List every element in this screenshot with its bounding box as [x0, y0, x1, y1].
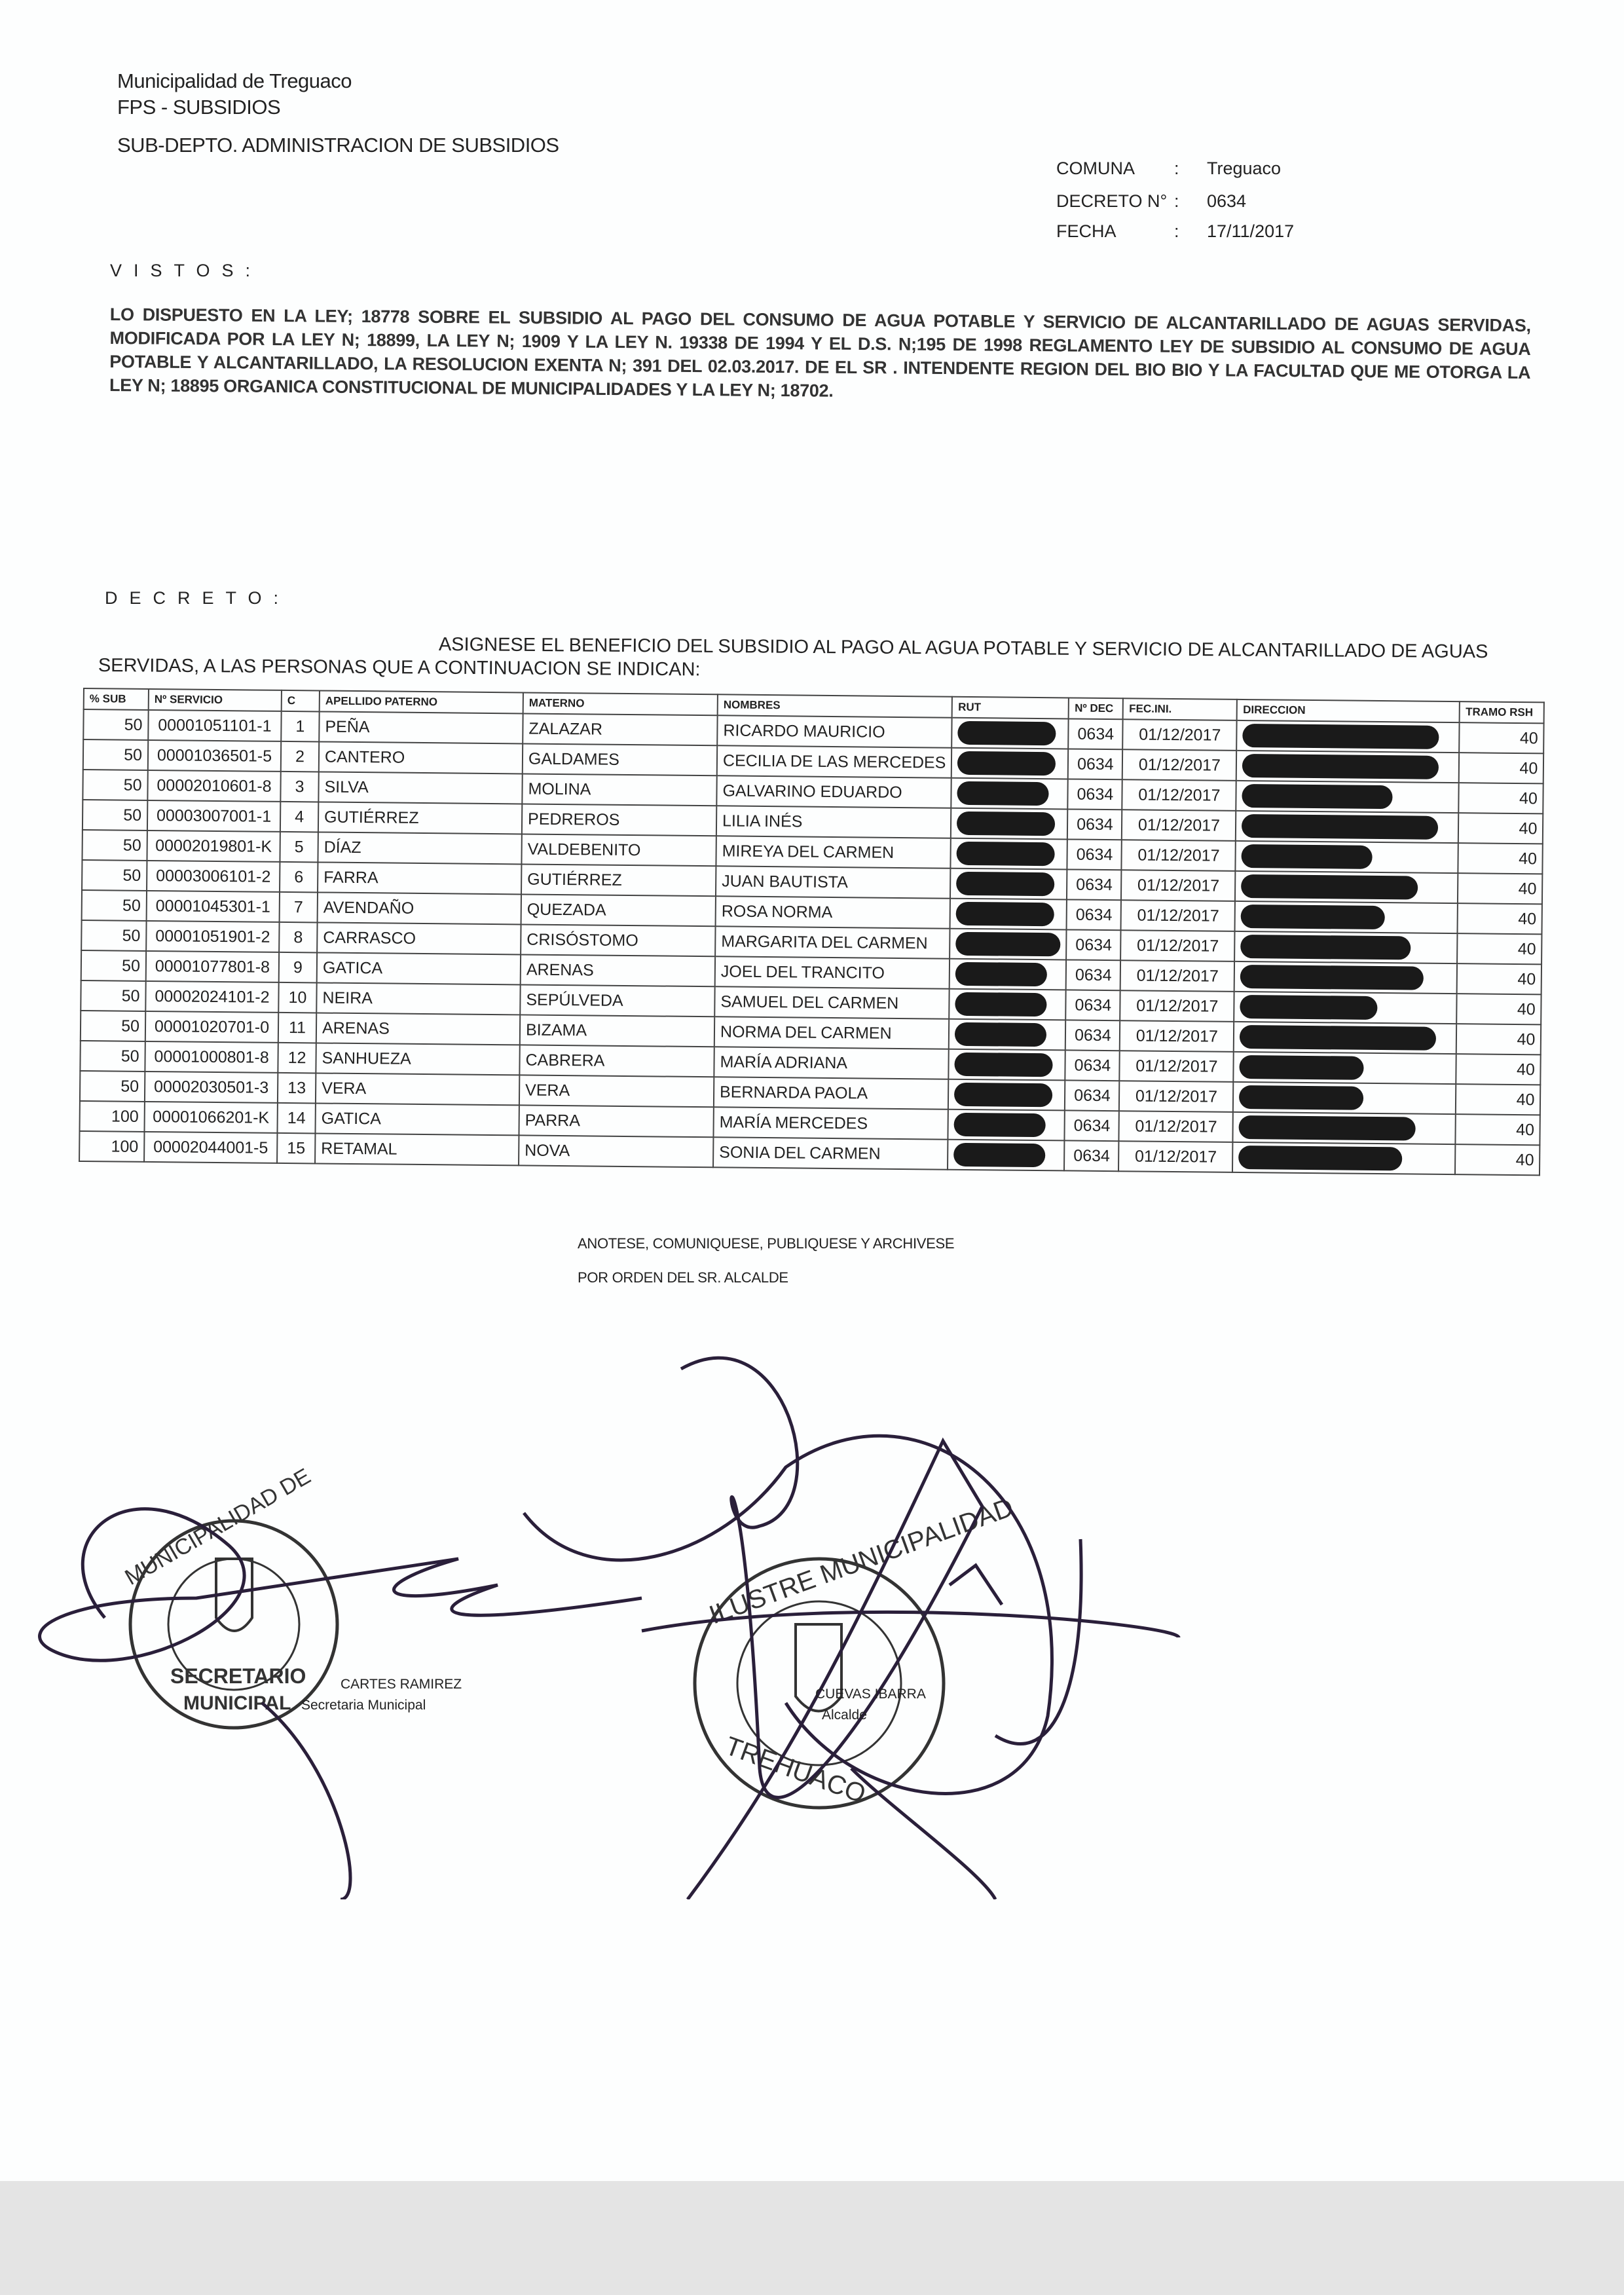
svg-text:TREHUACO: TREHUACO — [721, 1731, 870, 1809]
beneficiaries-table — [79, 688, 1545, 1176]
cell-materno: CABRERA — [519, 1045, 714, 1077]
cell-rut — [949, 1019, 1065, 1051]
cell-paterno: RETAMAL — [315, 1133, 519, 1165]
cell-c: 2 — [281, 741, 319, 772]
cell-servicio: 00001051901-2 — [146, 921, 279, 952]
cell-nombres: MIREYA DEL CARMEN — [716, 836, 951, 868]
cell-fec: 01/12/2017 — [1120, 930, 1234, 961]
cell-fec: 01/12/2017 — [1120, 1051, 1234, 1082]
decreto-heading: DECRETO: — [105, 588, 291, 608]
cell-c: 5 — [280, 832, 318, 863]
cell-sub: 50 — [82, 830, 147, 861]
cell-tramo: 40 — [1456, 1024, 1541, 1054]
cell-direccion — [1234, 931, 1457, 963]
redaction-mark — [957, 812, 1055, 836]
redaction-mark — [957, 751, 1056, 775]
redaction-mark — [956, 902, 1054, 926]
redaction-mark — [1241, 874, 1418, 900]
svg-text:SECRETARIO: SECRETARIO — [170, 1664, 306, 1688]
column-header: Nº SERVICIO — [149, 689, 282, 711]
secretary-name: CARTES RAMIREZ — [341, 1677, 462, 1692]
meta-sep: : — [1174, 191, 1179, 211]
cell-fec: 01/12/2017 — [1121, 870, 1235, 901]
cell-servicio: 00001077801-8 — [146, 951, 279, 982]
cell-nombres: NORMA DEL CARMEN — [714, 1017, 950, 1049]
cell-servicio: 00001045301-1 — [147, 891, 280, 922]
cell-rut — [950, 929, 1066, 960]
cell-c: 1 — [281, 711, 319, 742]
cell-paterno: SANHUEZA — [316, 1043, 519, 1075]
cell-dec: 0634 — [1068, 779, 1122, 810]
cell-rut — [950, 868, 1067, 900]
meta-label: COMUNA — [1056, 159, 1135, 178]
redaction-mark — [956, 872, 1054, 896]
redaction-mark — [1242, 784, 1393, 809]
cell-direccion — [1234, 1022, 1456, 1054]
column-header: Nº DEC — [1069, 698, 1123, 719]
cell-sub: 50 — [83, 709, 148, 740]
cell-fec: 01/12/2017 — [1120, 990, 1234, 1022]
cell-paterno: GUTIÉRREZ — [318, 802, 522, 834]
cell-direccion — [1234, 961, 1457, 994]
redaction-mark — [1242, 754, 1439, 779]
cell-paterno: NEIRA — [316, 982, 520, 1015]
meta-value: Treguaco — [1207, 159, 1282, 178]
cell-rut — [952, 718, 1069, 749]
cell-sub: 50 — [81, 1011, 145, 1041]
cell-c: 3 — [280, 772, 318, 802]
cell-nombres: JUAN BAUTISTA — [716, 866, 951, 898]
cell-tramo: 40 — [1457, 963, 1541, 994]
cell-rut — [948, 1079, 1065, 1111]
vistos-heading: VISTOS: — [110, 261, 263, 280]
redaction-mark — [1241, 905, 1385, 929]
cell-paterno: GATICA — [315, 1103, 519, 1135]
cell-direccion — [1236, 781, 1459, 813]
cell-paterno: ARENAS — [316, 1013, 520, 1045]
cell-servicio: 00003006101-2 — [147, 861, 280, 892]
cell-servicio: 00002019801-K — [147, 830, 280, 862]
seal-secretary — [120, 1464, 337, 1728]
scan-edge — [0, 2181, 1624, 2295]
cell-tramo: 40 — [1456, 1054, 1541, 1085]
cell-servicio: 00001066201-K — [144, 1102, 277, 1133]
redaction-mark — [954, 1113, 1046, 1137]
cell-sub: 50 — [83, 800, 147, 830]
column-header: % SUB — [84, 688, 149, 710]
redaction-mark — [1241, 935, 1411, 960]
cell-sub: 100 — [79, 1131, 144, 1162]
cell-rut — [948, 1140, 1064, 1171]
handwritten-signature — [40, 1358, 1179, 1899]
cell-nombres: CECILIA DE LAS MERCEDES — [717, 745, 952, 777]
column-header: FEC.INI. — [1123, 698, 1237, 720]
cell-c: 6 — [280, 862, 318, 893]
redaction-mark — [956, 932, 1061, 957]
cell-sub: 50 — [83, 739, 148, 770]
cell-sub: 50 — [83, 770, 147, 800]
cell-materno: GALDAMES — [523, 743, 717, 775]
redaction-mark — [954, 1083, 1052, 1107]
cell-sub: 50 — [82, 890, 147, 921]
cell-dec: 0634 — [1067, 869, 1121, 900]
cell-nombres: GALVARINO EDUARDO — [716, 775, 951, 808]
cell-rut — [951, 838, 1067, 870]
redaction-mark — [955, 1053, 1053, 1077]
cell-tramo: 40 — [1460, 722, 1544, 753]
column-header: RUT — [952, 697, 1069, 719]
cell-direccion — [1236, 841, 1458, 873]
cell-rut — [951, 748, 1068, 779]
cell-c: 7 — [280, 892, 318, 923]
cell-fec: 01/12/2017 — [1122, 840, 1236, 871]
cell-dec: 0634 — [1065, 1050, 1120, 1081]
cell-c: 12 — [278, 1043, 316, 1073]
cell-c: 10 — [278, 982, 316, 1013]
cell-fec: 01/12/2017 — [1118, 1141, 1232, 1172]
cell-sub: 50 — [81, 980, 145, 1011]
cell-fec: 01/12/2017 — [1120, 960, 1234, 992]
cell-rut — [950, 899, 1067, 930]
cell-sub: 50 — [81, 920, 146, 951]
cell-paterno: SILVA — [318, 772, 522, 804]
cell-tramo: 40 — [1457, 994, 1541, 1024]
cell-dec: 0634 — [1065, 1020, 1120, 1051]
cell-direccion — [1236, 811, 1458, 843]
cell-nombres: MARÍA ADRIANA — [714, 1047, 949, 1079]
redaction-mark — [1243, 724, 1439, 749]
cell-sub: 50 — [80, 1041, 145, 1072]
cell-c: 13 — [278, 1073, 316, 1104]
cell-paterno: DÍAZ — [318, 832, 521, 864]
column-header: MATERNO — [523, 692, 718, 715]
cell-paterno: FARRA — [318, 862, 521, 894]
cell-dec: 0634 — [1064, 1140, 1118, 1171]
cell-direccion — [1234, 992, 1457, 1024]
cell-dec: 0634 — [1065, 1080, 1119, 1111]
closing-line1: ANOTESE, COMUNIQUESE, PUBLIQUESE Y ARCHIVESE — [578, 1235, 955, 1252]
cell-dec: 0634 — [1066, 990, 1120, 1020]
cell-nombres: RICARDO MAURICIO — [717, 715, 952, 747]
cell-rut — [948, 1110, 1065, 1141]
redaction-mark — [955, 962, 1047, 986]
cell-materno: QUEZADA — [521, 894, 716, 926]
cell-servicio: 00002030501-3 — [145, 1072, 278, 1103]
signature-area — [0, 1310, 1624, 1899]
cell-direccion — [1236, 751, 1459, 783]
cell-tramo: 40 — [1458, 843, 1543, 874]
cell-paterno: PEÑA — [319, 711, 523, 743]
subdepartment-name: SUB-DEPTO. ADMINISTRACION DE SUBSIDIOS — [117, 134, 559, 157]
cell-tramo: 40 — [1459, 783, 1543, 813]
cell-tramo: 40 — [1455, 1144, 1540, 1175]
department-name: FPS - SUBSIDIOS — [117, 96, 281, 119]
cell-tramo: 40 — [1458, 873, 1542, 904]
column-header: APELLIDO PATERNO — [320, 690, 523, 713]
cell-direccion — [1235, 901, 1458, 933]
cell-rut — [951, 778, 1068, 810]
cell-dec: 0634 — [1067, 809, 1122, 840]
cell-materno: BIZAMA — [520, 1015, 714, 1047]
svg-text:ILUSTRE MUNICIPALIDAD: ILUSTRE MUNICIPALIDAD — [705, 1493, 1018, 1630]
cell-servicio: 00003007001-1 — [147, 800, 280, 832]
cell-c: 14 — [277, 1103, 315, 1134]
meta-sep: : — [1174, 159, 1179, 178]
meta-fecha — [1056, 221, 1294, 242]
cell-fec: 01/12/2017 — [1123, 719, 1237, 751]
cell-materno: VERA — [519, 1075, 714, 1107]
column-header: NOMBRES — [718, 694, 953, 717]
redaction-mark — [1239, 1085, 1363, 1110]
cell-dec: 0634 — [1065, 1110, 1119, 1141]
redaction-mark — [955, 1022, 1046, 1047]
cell-servicio: 00002010601-8 — [147, 770, 280, 802]
cell-materno: PEDREROS — [522, 804, 716, 836]
cell-servicio: 00002024101-2 — [145, 981, 278, 1013]
mayor-title: Alcalde — [822, 1707, 867, 1723]
cell-sub: 50 — [80, 1071, 145, 1102]
cell-c: 4 — [280, 802, 318, 832]
cell-servicio: 00001051101-1 — [148, 710, 281, 741]
cell-tramo: 40 — [1458, 813, 1543, 844]
cell-servicio: 00001036501-5 — [148, 740, 281, 772]
cell-materno: MOLINA — [522, 774, 716, 806]
cell-nombres: ROSA NORMA — [716, 896, 951, 928]
cell-direccion — [1237, 720, 1460, 753]
cell-dec: 0634 — [1069, 718, 1123, 749]
cell-materno: NOVA — [519, 1135, 713, 1167]
redaction-mark — [1242, 814, 1438, 840]
meta-sep: : — [1174, 221, 1179, 241]
cell-dec: 0634 — [1067, 899, 1121, 930]
cell-materno: PARRA — [519, 1105, 713, 1137]
cell-materno: CRISÓSTOMO — [521, 924, 715, 956]
redaction-mark — [957, 781, 1049, 806]
secretary-title: Secretaria Municipal — [301, 1698, 426, 1713]
cell-paterno: AVENDAÑO — [318, 892, 521, 924]
cell-tramo: 40 — [1456, 1084, 1540, 1115]
cell-dec: 0634 — [1067, 839, 1122, 870]
cell-materno: VALDEBENITO — [521, 834, 716, 866]
cell-fec: 01/12/2017 — [1122, 749, 1236, 781]
cell-tramo: 40 — [1456, 1114, 1540, 1145]
cell-rut — [949, 1049, 1065, 1081]
redaction-mark — [953, 1143, 1045, 1167]
cell-servicio: 00002044001-5 — [144, 1132, 277, 1163]
cell-materno: GUTIÉRREZ — [521, 864, 716, 896]
cell-nombres: BERNARDA PAOLA — [714, 1077, 949, 1109]
cell-direccion — [1233, 1082, 1456, 1114]
redaction-mark — [955, 992, 1047, 1017]
cell-nombres: SONIA DEL CARMEN — [713, 1137, 948, 1169]
redaction-mark — [1242, 844, 1373, 869]
cell-dec: 0634 — [1068, 749, 1122, 779]
cell-rut — [951, 808, 1067, 840]
municipality-name: Municipalidad de Treguaco — [117, 69, 352, 92]
column-header: TRAMO RSH — [1460, 701, 1544, 723]
cell-sub: 100 — [80, 1101, 145, 1132]
cell-direccion — [1233, 1112, 1456, 1144]
mayor-name: CUEVAS IBARRA — [815, 1687, 926, 1702]
cell-fec: 01/12/2017 — [1122, 779, 1236, 811]
cell-c: 9 — [279, 952, 317, 983]
cell-materno: ARENAS — [521, 954, 715, 986]
cell-fec: 01/12/2017 — [1120, 1020, 1234, 1052]
cell-paterno: VERA — [316, 1073, 519, 1105]
cell-dec: 0634 — [1066, 960, 1120, 990]
cell-direccion — [1232, 1142, 1455, 1174]
redaction-mark — [957, 842, 1055, 866]
cell-servicio: 00001020701-0 — [145, 1011, 278, 1043]
cell-rut — [950, 989, 1066, 1020]
column-header: C — [282, 690, 320, 712]
cell-paterno: CANTERO — [319, 741, 523, 774]
cell-dec: 0634 — [1066, 929, 1120, 960]
redaction-mark — [1238, 1146, 1402, 1170]
cell-c: 15 — [277, 1133, 315, 1164]
cell-fec: 01/12/2017 — [1121, 900, 1235, 931]
cell-paterno: GATICA — [317, 952, 521, 984]
cell-rut — [950, 959, 1066, 990]
cell-paterno: CARRASCO — [317, 922, 521, 954]
cell-nombres: SAMUEL DEL CARMEN — [714, 986, 950, 1018]
meta-label: DECRETO N° — [1056, 191, 1168, 211]
cell-c: 11 — [278, 1013, 316, 1043]
cell-tramo: 40 — [1458, 903, 1542, 934]
cell-fec: 01/12/2017 — [1122, 810, 1236, 841]
cell-nombres: LILIA INÉS — [716, 806, 951, 838]
vistos-text: LO DISPUESTO EN LA LEY; 18778 SOBRE EL SUBSIDIO AL PAGO DEL CONSUMO DE AGUA POTABLE Y SERVICIO DE ALCANTARILLADO DE AGUAS SERVIDAS, MODIFICADA POR LA LEY N; 18899, LA LEY N; 1909 Y LA LEY N. 19338 DE 1994 Y EL D.S. N;195 DE 1998 REGLAMENTO LEY DE SUBSIDIO AL CONSUMO DE AGUA POTABLE Y ALCANTARILLADO, LA RESOLUCION EXENTA N; 391 DEL 02.03.2017. DE EL SR . INTENDENTE REGION DEL BIO BIO Y LA FACULTAD QUE ME OTORGA LA LEY N; 18895 ORGANICA CONSTITUCIONAL DE MUNICIPALIDADES Y LA LEY N; 18702. — [109, 304, 1531, 401]
meta-decreto — [1056, 191, 1246, 212]
redaction-mark — [1240, 1055, 1364, 1080]
cell-sub: 50 — [82, 860, 147, 891]
cell-fec: 01/12/2017 — [1119, 1081, 1233, 1112]
decreto-title-line1: ASIGNESE EL BENEFICIO DEL SUBSIDIO AL PAGO AL AGUA POTABLE Y SERVICIO DE ALCANTARILLADO DE AGUAS — [438, 634, 1488, 663]
cell-nombres: JOEL DEL TRANCITO — [715, 956, 950, 988]
cell-sub: 50 — [81, 950, 146, 981]
meta-value: 17/11/2017 — [1207, 221, 1295, 241]
cell-direccion — [1234, 1052, 1456, 1084]
cell-c: 8 — [279, 922, 317, 953]
redaction-mark — [958, 721, 1056, 745]
redaction-mark — [1240, 995, 1378, 1020]
cell-tramo: 40 — [1459, 753, 1543, 783]
meta-comuna — [1056, 159, 1281, 179]
decreto-title-line2: SERVIDAS, A LAS PERSONAS QUE A CONTINUACION SE INDICAN: — [98, 655, 701, 681]
redaction-mark — [1239, 1115, 1416, 1141]
meta-label: FECHA — [1056, 221, 1116, 241]
redaction-mark — [1240, 965, 1424, 990]
cell-materno: SEPÚLVEDA — [520, 984, 714, 1017]
cell-servicio: 00001000801-8 — [145, 1041, 278, 1073]
cell-direccion — [1235, 871, 1458, 903]
cell-fec: 01/12/2017 — [1119, 1111, 1233, 1142]
cell-materno: ZALAZAR — [523, 713, 717, 745]
column-header: DIRECCION — [1237, 700, 1460, 722]
cell-nombres: MARÍA MERCEDES — [713, 1107, 948, 1139]
closing-line2: POR ORDEN DEL SR. ALCALDE — [578, 1269, 788, 1286]
svg-text:MUNICIPAL: MUNICIPAL — [183, 1692, 291, 1714]
cell-tramo: 40 — [1457, 933, 1541, 964]
svg-text:MUNICIPALIDAD DE: MUNICIPALIDAD DE — [120, 1463, 315, 1590]
cell-nombres: MARGARITA DEL CARMEN — [715, 926, 950, 958]
redaction-mark — [1240, 1025, 1436, 1051]
meta-value: 0634 — [1207, 191, 1247, 211]
